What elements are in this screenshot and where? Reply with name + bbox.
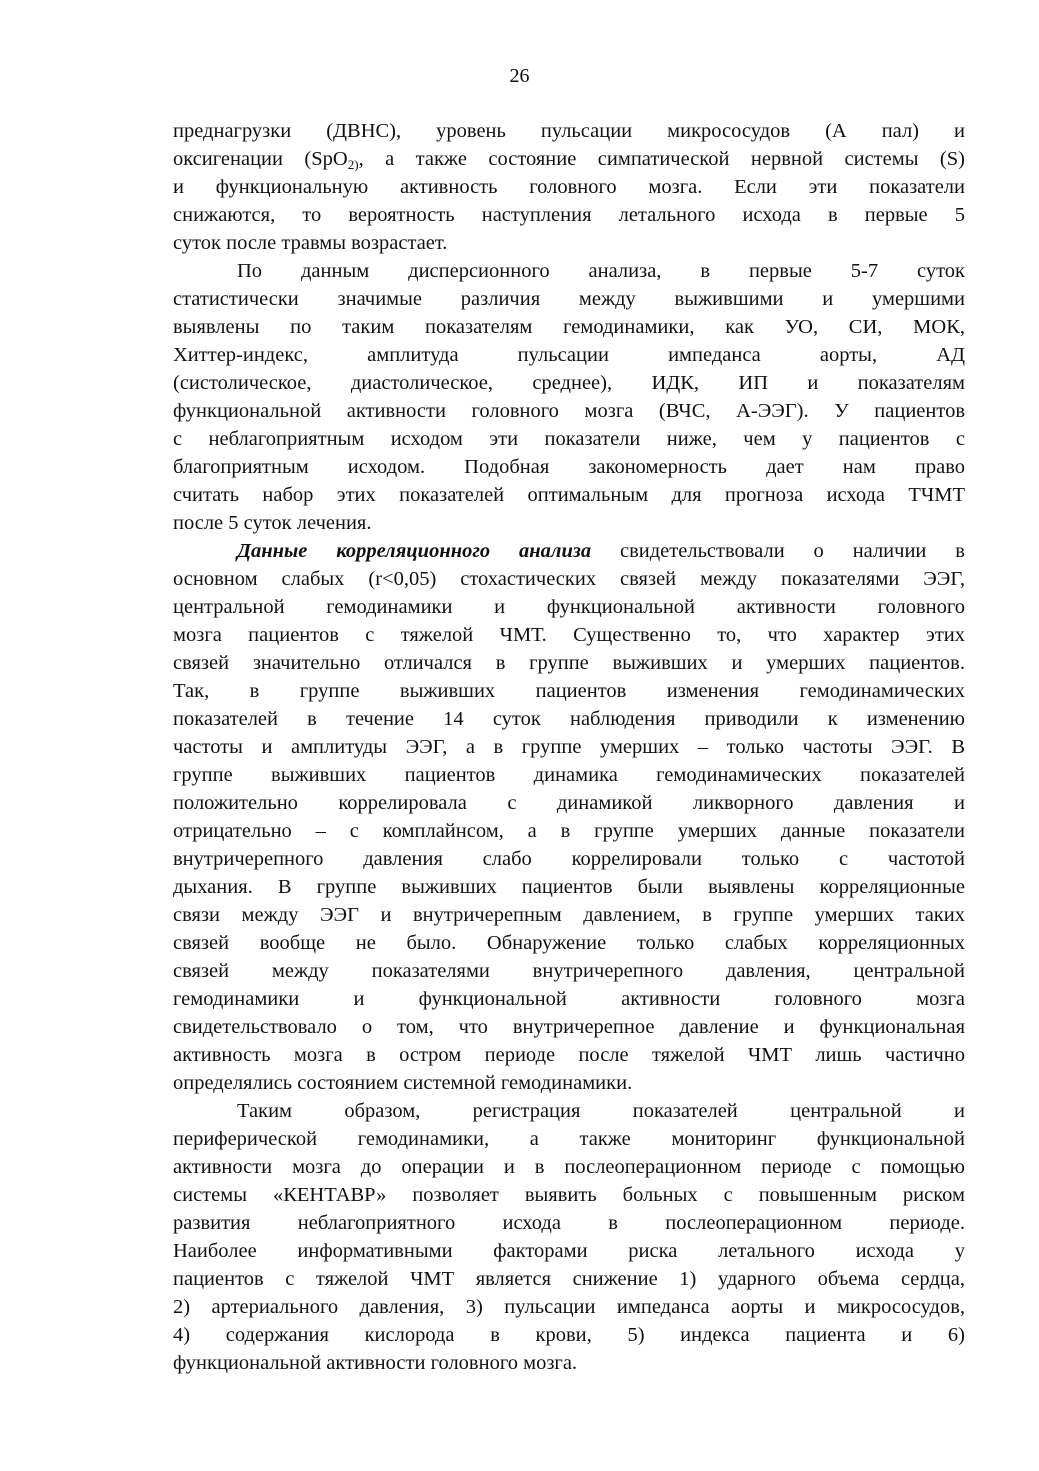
paragraph-4 [173, 1097, 965, 1377]
text-line: и функциональную активность головного мозга. Если эти показатели [173, 176, 965, 198]
text-line: благоприятным исходом. Подобная закономерность дает нам право [173, 456, 965, 478]
text-line: Хиттер-индекс, амплитуда пульсации импеданса аорты, АД [173, 344, 965, 366]
text-line: (систолическое, диастолическое, среднее), ИДК, ИП и показателям [173, 372, 965, 394]
text-line: после 5 суток лечения. [173, 512, 372, 534]
text-line: с неблагоприятным исходом эти показатели ниже, чем у пациентов с [173, 428, 965, 450]
text-body [173, 117, 965, 1377]
text-line: отрицательно – с комплайнсом, а в группе умерших данные показатели [173, 820, 965, 842]
text-line: мозга пациентов с тяжелой ЧМТ. Существенно то, что характер этих [173, 624, 965, 646]
text-line: выявлены по таким показателям гемодинамики, как УО, СИ, МОК, [173, 316, 965, 338]
text-line: частоты и амплитуды ЭЭГ, а в группе умерших – только частоты ЭЭГ. В [173, 736, 965, 758]
text-line: внутричерепного давления слабо коррелировали только с частотой [173, 848, 965, 870]
paragraph-1 [173, 117, 965, 257]
text-line: активности мозга до операции и в послеоперационном периоде с помощью [173, 1156, 965, 1178]
paragraph-3 [173, 537, 965, 1097]
text-line: связей значительно отличался в группе выживших и умерших пациентов. [173, 652, 965, 674]
text-line: показателей в течение 14 суток наблюдения приводили к изменению [173, 708, 965, 730]
text-line: снижаются, то вероятность наступления летального исхода в первые 5 [173, 204, 965, 226]
text-line: основном слабых (r<0,05) стохастических связей между показателями ЭЭГ, [173, 568, 965, 590]
text-line: пациентов с тяжелой ЧМТ является снижение 1) ударного объема сердца, [173, 1268, 965, 1290]
text-line: 2) артериального давления, 3) пульсации импеданса аорты и микрососудов, [173, 1296, 965, 1318]
text-span: , а также состояние симпатической нервной системы (S) [358, 148, 965, 170]
text-line: связей вообще не было. Обнаружение только слабых корреляционных [173, 932, 965, 954]
text-line: группе выживших пациентов динамика гемодинамических показателей [173, 764, 965, 786]
text-line: По данным дисперсионного анализа, в первые 5-7 суток [237, 260, 965, 282]
emphasized-phrase: Данные корреляционного анализа [237, 540, 592, 562]
text-line [173, 537, 965, 565]
text-line: Наиболее информативными факторами риска летального исхода у [173, 1240, 965, 1262]
text-line: активность мозга в остром периоде после тяжелой ЧМТ лишь частично [173, 1044, 965, 1066]
text-line: периферической гемодинамики, а также мониторинг функциональной [173, 1128, 965, 1150]
paragraph-2 [173, 257, 965, 537]
text-line: гемодинамики и функциональной активности головного мозга [173, 988, 965, 1010]
text-line: Так, в группе выживших пациентов изменения гемодинамических [173, 680, 965, 702]
text-line: Таким образом, регистрация показателей центральной и [237, 1100, 965, 1122]
text-line: дыхания. В группе выживших пациентов были выявлены корреляционные [173, 876, 965, 898]
text-line: развития неблагоприятного исхода в послеоперационном периоде. [173, 1212, 965, 1234]
text-span: оксигенации (SpO [173, 148, 348, 170]
text-line: определялись состоянием системной гемодинамики. [173, 1072, 633, 1094]
text-line: преднагрузки (ДВНС), уровень пульсации микрососудов (А пал) и [173, 120, 965, 142]
text-line: связи между ЭЭГ и внутричерепным давлением, в группе умерших таких [173, 904, 965, 926]
text-line: считать набор этих показателей оптимальным для прогноза исхода ТЧМТ [173, 484, 965, 506]
subscript: 2) [347, 157, 359, 172]
text-line: суток после травмы возрастает. [173, 232, 448, 254]
page-number: 26 [509, 65, 530, 87]
text-line [173, 145, 965, 173]
text-line: функциональной активности головного мозга. [173, 1352, 578, 1374]
text-line: центральной гемодинамики и функциональной активности головного [173, 596, 965, 618]
text-line: статистически значимые различия между выжившими и умершими [173, 288, 965, 310]
text-line: системы «КЕНТАВР» позволяет выявить больных с повышенным риском [173, 1184, 965, 1206]
text-line: связей между показателями внутричерепного давления, центральной [173, 960, 965, 982]
text-line: 4) содержания кислорода в крови, 5) индекса пациента и 6) [173, 1324, 965, 1346]
text-line: свидетельствовало о том, что внутричерепное давление и функциональная [173, 1016, 965, 1038]
text-line: положительно коррелировала с динамикой ликворного давления и [173, 792, 965, 814]
text-line: функциональной активности головного мозга (ВЧС, А-ЭЭГ). У пациентов [173, 400, 965, 422]
text-span: свидетельствовали о наличии в [591, 540, 965, 562]
